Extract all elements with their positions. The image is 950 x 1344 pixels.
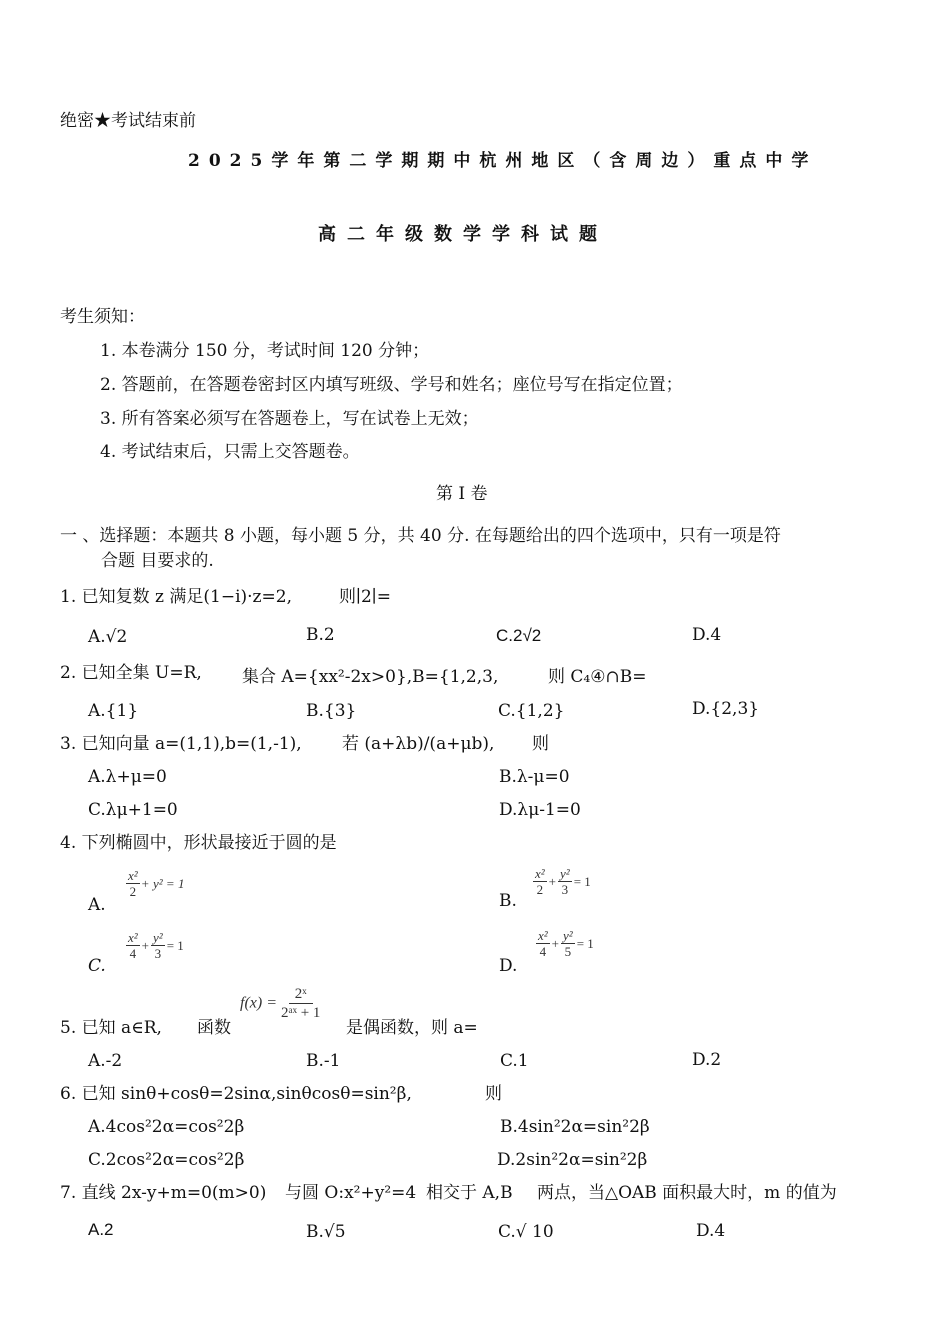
eq-a-tail: y² = 1: [153, 875, 185, 891]
q4-eq-a: [126, 868, 186, 899]
q4-option-a: A.: [88, 895, 106, 915]
q3-option-b: B.λ-μ=0: [499, 767, 570, 787]
q1-option-b: B.2: [306, 625, 335, 645]
q1-stem: 1. 已知复数 z 满足(1−i)·z=2,: [60, 587, 292, 607]
section-intro-line2: 合题 目要求的.: [101, 551, 214, 571]
q5-stem-func: 函数: [197, 1018, 231, 1038]
q5-func-lhs: f(x) =: [240, 994, 277, 1012]
eq-c-plus: +: [141, 937, 150, 953]
eq-d-plus: +: [551, 935, 560, 951]
exam-title: 2025学年第二学期期中杭州地区（含周边）重点中学: [188, 151, 818, 171]
q5-func-num: 2ˣ: [289, 985, 313, 1004]
eq-a-plus: +: [141, 875, 150, 891]
notice-heading: 考生须知：: [60, 307, 145, 327]
q5-func-den: 2ᵃˣ + 1: [281, 1005, 321, 1021]
q7-option-c: C.√ 10: [498, 1222, 554, 1242]
eq-b-num1: x²: [535, 866, 545, 881]
q6-option-a: A.4cos²2α=cos²2β: [88, 1117, 245, 1137]
q7-option-d: D.4: [696, 1221, 726, 1241]
section-intro-line1: 一 、选择题：本题共 8 小题，每小题 5 分，共 40 分. 在每题给出的四个选项中，只有一项是符: [60, 526, 781, 546]
q5-stem-tail: 是偶函数，则 a=: [346, 1018, 478, 1038]
q2-stem-set: 集合 A={xx²-2x>0},B={1,2,3,: [242, 667, 499, 687]
q3-option-c: C.λμ+1=0: [88, 800, 178, 820]
eq-b-eq: = 1: [573, 873, 591, 889]
q2-stem-tail: 则 C₄④∩B=: [548, 667, 647, 687]
q7-option-b: B.√5: [306, 1222, 346, 1242]
q5-option-b: B.-1: [306, 1051, 341, 1071]
q5-function: [240, 985, 320, 1022]
exam-subtitle: 高二年级数学学科试题: [318, 224, 608, 245]
q2-option-c: C.{1,2}: [498, 701, 565, 721]
eq-d-eq: = 1: [576, 935, 594, 951]
q6-option-b: B.4sin²2α=sin²2β: [500, 1117, 650, 1137]
q5-option-a: A.-2: [88, 1051, 123, 1071]
q6-option-d: D.2sin²2α=sin²2β: [497, 1150, 648, 1170]
q7-stem-circle: 与圆 O:x²+y²=4: [285, 1183, 417, 1203]
q7-stem: 7. 直线 2x-y+m=0(m>0): [60, 1183, 267, 1203]
q4-eq-c: [126, 930, 186, 961]
q5-option-d: D.2: [692, 1050, 722, 1070]
secret-label: 绝密★考试结束前: [60, 111, 196, 131]
q6-stem: 6. 已知 sinθ+cosθ=2sinα,sinθcosθ=sin²β,: [60, 1084, 412, 1104]
q3-stem-tail: 则: [532, 734, 549, 754]
notice-item-2: 2. 答题前，在答题卷密封区内填写班级、学号和姓名；座位号写在指定位置；: [100, 375, 683, 395]
q2-option-a: A.{1}: [88, 701, 139, 721]
eq-c-eq: = 1: [166, 937, 184, 953]
q4-option-d: D.: [499, 956, 518, 976]
eq-a-num: x²: [128, 868, 138, 883]
eq-b-den1: 2: [536, 882, 544, 897]
eq-c-den1: 4: [129, 946, 137, 961]
q6-option-c: C.2cos²2α=cos²2β: [88, 1150, 245, 1170]
q4-eq-b: [533, 866, 593, 897]
eq-d-num2: y²: [563, 928, 573, 943]
q7-stem-tail: 两点，当△OAB 面积最大时，m 的值为: [537, 1183, 837, 1203]
eq-b-plus: +: [548, 873, 557, 889]
eq-d-den1: 4: [539, 944, 547, 959]
notice-item-1: 1. 本卷满分 150 分，考试时间 120 分钟；: [100, 341, 430, 361]
q5-option-c: C.1: [500, 1051, 529, 1071]
q7-stem-intersect: 相交于 A,B: [426, 1183, 513, 1203]
q3-option-d: D.λμ-1=0: [499, 800, 581, 820]
q1-option-d: D.4: [692, 625, 722, 645]
q5-stem: 5. 已知 a∈R,: [60, 1018, 162, 1038]
q3-option-a: A.λ+μ=0: [88, 767, 167, 787]
q3-stem-cond: 若 (a+λb)/(a+μb),: [342, 734, 495, 754]
q4-option-b: B.: [499, 891, 517, 911]
eq-c-num2: y²: [153, 930, 163, 945]
eq-b-num2: y²: [560, 866, 570, 881]
q1-option-a: A.√2: [88, 627, 128, 647]
eq-d-den2: 5: [564, 944, 572, 959]
q1-option-c: C.2√2: [496, 626, 542, 645]
eq-a-den: 2: [129, 884, 137, 899]
q4-eq-d: [536, 928, 596, 959]
q2-option-d: D.{2,3}: [692, 699, 760, 719]
q6-stem-tail: 则: [485, 1084, 502, 1104]
q2-option-b: B.{3}: [306, 701, 357, 721]
notice-item-3: 3. 所有答案必须写在答题卷上，写在试卷上无效；: [100, 409, 479, 429]
notice-item-4: 4. 考试结束后，只需上交答题卷。: [100, 442, 360, 462]
q2-stem: 2. 已知全集 U=R,: [60, 663, 202, 683]
q7-option-a: A.2: [88, 1220, 114, 1239]
eq-b-den2: 3: [561, 882, 569, 897]
eq-d-num1: x²: [538, 928, 548, 943]
q1-stem-tail: 则∣2∣=: [339, 587, 391, 607]
volume-label: 第 I 卷: [436, 484, 488, 504]
eq-c-den2: 3: [154, 946, 162, 961]
eq-c-num1: x²: [128, 930, 138, 945]
q4-stem: 4. 下列椭圆中，形状最接近于圆的是: [60, 833, 337, 853]
q4-option-c: C.: [88, 956, 106, 976]
q3-stem: 3. 已知向量 a=(1,1),b=(1,-1),: [60, 734, 302, 754]
